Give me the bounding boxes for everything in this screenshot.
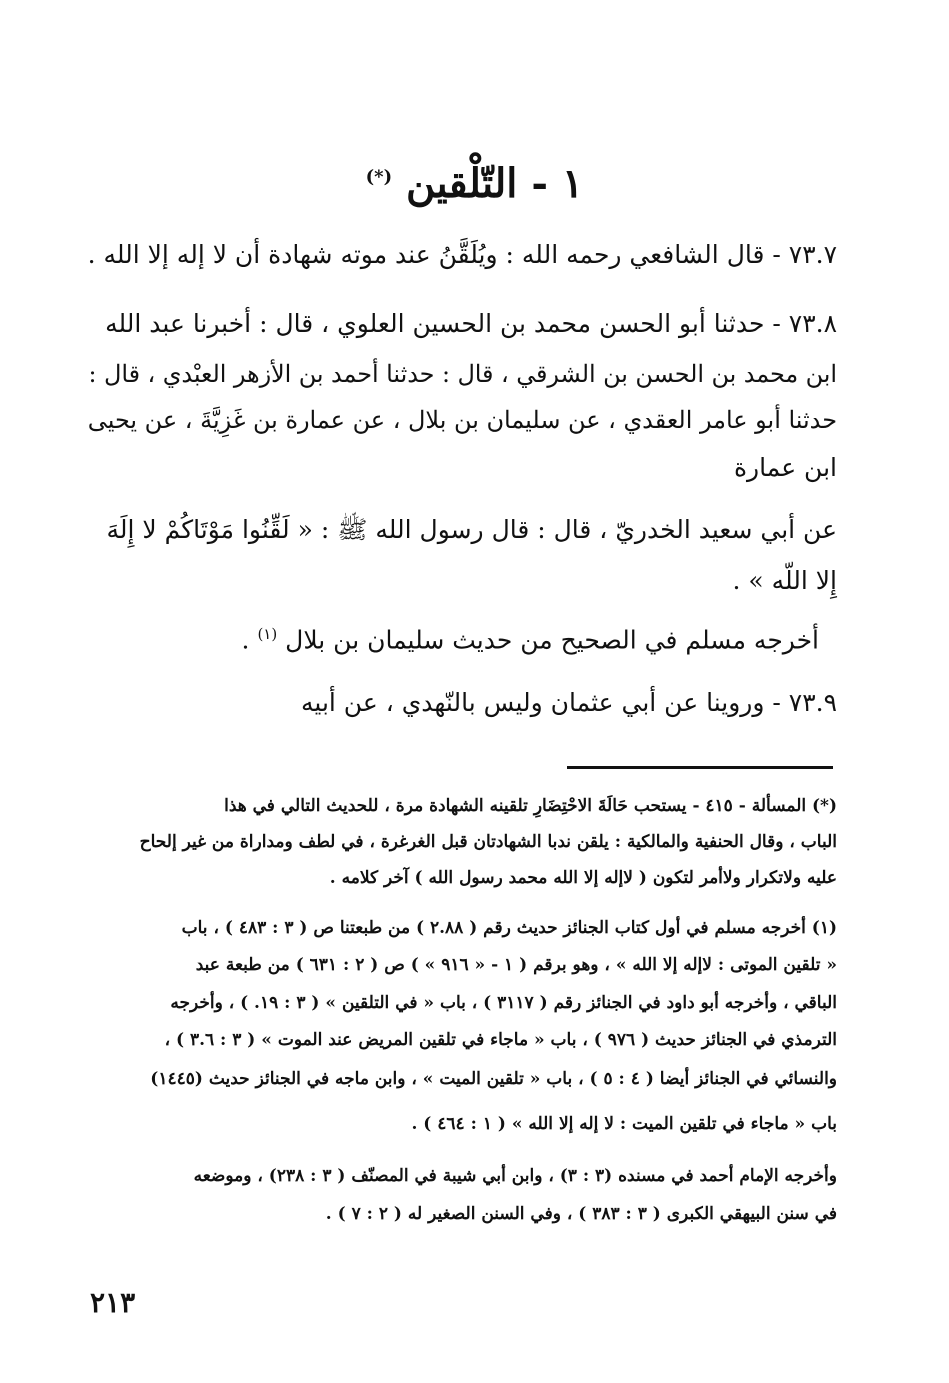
chapter-title-text: ١ - التّلْقين bbox=[406, 160, 584, 207]
main-text-line bbox=[242, 625, 819, 654]
main-text-segment: أخرجه مسلم في الصحيح من حديث سليمان بن بلال bbox=[285, 625, 819, 655]
footnote-line: (*) المسألة - ٤١٥ - يستحب حَالَةَ الاحْتِضَارِ تلقينه الشهادة مرة ، للحديث التالي في هذا bbox=[224, 796, 837, 816]
main-text-line: ابن محمد بن الحسن بن الشرقي ، قال : حدثنا أحمد بن الأزهر العبْدي ، قال : bbox=[88, 360, 837, 388]
main-text-line: حدثنا أبو عامر العقدي ، عن سليمان بن بلال ، عن عمارة بن غَزِيَّةَ ، عن يحيى bbox=[87, 406, 837, 434]
main-text-line: عن أبي سعيد الخدريّ ، قال : قال رسول الله ﷺ : « لَقِّنُوا مَوْتَاكُمْ لا إِلَهَ bbox=[106, 515, 837, 544]
footnote-ref: (١) bbox=[257, 625, 278, 643]
footnote-line: عليه ولاتكرار ولاأمر لتكون ( لاإله إلا الله محمد رسول الله ) آخر كلامه . bbox=[329, 868, 837, 888]
chapter-title-footnote-mark: (*) bbox=[365, 166, 393, 188]
footnote-line: باب « ماجاء في تلقين الميت : لا إله إلا الله » ( ١ : ٤٦٤ ) . bbox=[411, 1114, 837, 1134]
main-text-line: ٧٣.٩ - وروينا عن أبي عثمان وليس بالنّهدي ، عن أبيه bbox=[301, 688, 837, 717]
footnote-separator bbox=[567, 766, 833, 769]
page-number: ٢١٣ bbox=[90, 1286, 136, 1319]
footnote-line: « تلقين الموتى : لاإله إلا الله » ، وهو برقم ( ١ - « ٩١٦ » ) ص ( ٢ : ٦٣١ ) من طبعة عبد bbox=[195, 955, 837, 975]
footnote-line: الباب ، وقال الحنفية والمالكية : يلقن ندبا الشهادتان قبل الغرغرة ، في لطف ومداراة من غير إلحاح bbox=[139, 832, 837, 852]
footnote-line: والنسائي في الجنائز أيضا ( ٤ : ٥ ) ، باب « تلقين الميت » ، وابن ماجه في الجنائز حديث (١٤٤٥) bbox=[150, 1069, 837, 1089]
footnote-line: الترمذي في الجنائز حديث ( ٩٧٦ ) ، باب « ماجاء في تلقين المريض عند الموت » ( ٣ : ٣.٦ ) ، bbox=[164, 1030, 837, 1050]
chapter-title bbox=[0, 160, 949, 207]
main-text-line: إِلا اللّه » . bbox=[732, 566, 837, 595]
main-text-segment: . bbox=[241, 625, 250, 655]
main-text-line: ٧٣.٧ - قال الشافعي رحمه الله : ويُلَقَّنُ عند موته شهادة أن لا إله إلا الله . bbox=[87, 240, 837, 269]
footnote-line: في سنن البيهقي الكبرى ( ٣ : ٣٨٣ ) ، وفي السنن الصغير له ( ٢ : ٧ ) . bbox=[325, 1204, 837, 1224]
footnote-line: (١) أخرجه مسلم في أول كتاب الجنائز حديث رقم ( ٢.٨٨ ) من طبعتنا ص ( ٣ : ٤٨٣ ) ، باب bbox=[181, 918, 837, 938]
main-text-line: ابن عمارة bbox=[733, 453, 837, 482]
footnote-line: وأخرجه الإمام أحمد في مسنده (٣ : ٣) ، وابن أبي شيبة في المصنّف ( ٣ : ٢٣٨) ، وموضعه bbox=[193, 1166, 837, 1186]
main-text-line: ٧٣.٨ - حدثنا أبو الحسن محمد بن الحسين العلوي ، قال : أخبرنا عبد الله bbox=[105, 309, 837, 338]
footnote-line: الباقي ، وأخرجه أبو داود في الجنائز رقم ( ٣١١٧ ) ، باب « في التلقين » ( ٣ : ١٩. ) ، وأخرجه bbox=[170, 993, 837, 1013]
